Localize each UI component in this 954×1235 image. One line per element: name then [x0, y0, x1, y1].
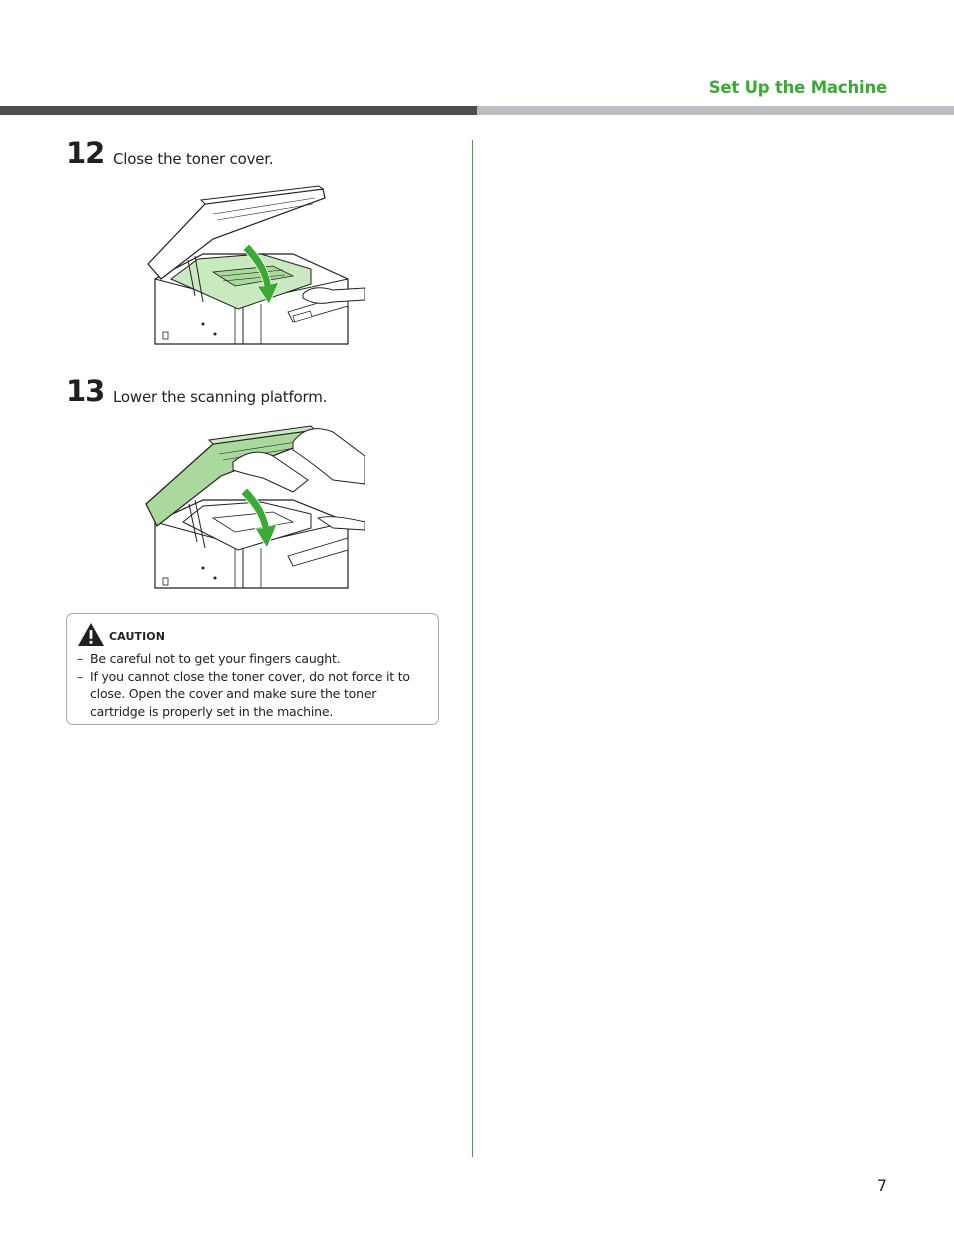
printer-scanning-platform-illustration	[143, 422, 365, 590]
caution-dash: –	[77, 651, 84, 666]
caution-item	[77, 650, 432, 668]
warning-triangle-icon	[77, 622, 105, 648]
column-divider	[472, 140, 473, 1157]
caution-item-text: Be careful not to get your fingers caught.	[90, 651, 341, 666]
section-title: Set Up the Machine	[708, 78, 887, 97]
caution-item	[77, 668, 432, 721]
step-number-12: 12	[66, 136, 105, 170]
step-text-12: Close the toner cover.	[113, 150, 274, 168]
caution-dash: –	[77, 668, 84, 684]
caution-heading: CAUTION	[109, 630, 166, 643]
caution-item-text: If you cannot close the toner cover, do not force it to close. Open the cover and make sure the toner cartridge is properly set in the machine.	[90, 668, 410, 719]
step-text-13: Lower the scanning platform.	[113, 388, 328, 406]
caution-list	[77, 650, 432, 720]
caution-box	[66, 613, 439, 725]
header-bar-dark	[0, 106, 477, 115]
page-number: 7	[876, 1176, 887, 1195]
header-bar-light	[477, 106, 954, 115]
printer-toner-cover-illustration	[143, 184, 365, 346]
step-number-13: 13	[66, 374, 105, 408]
